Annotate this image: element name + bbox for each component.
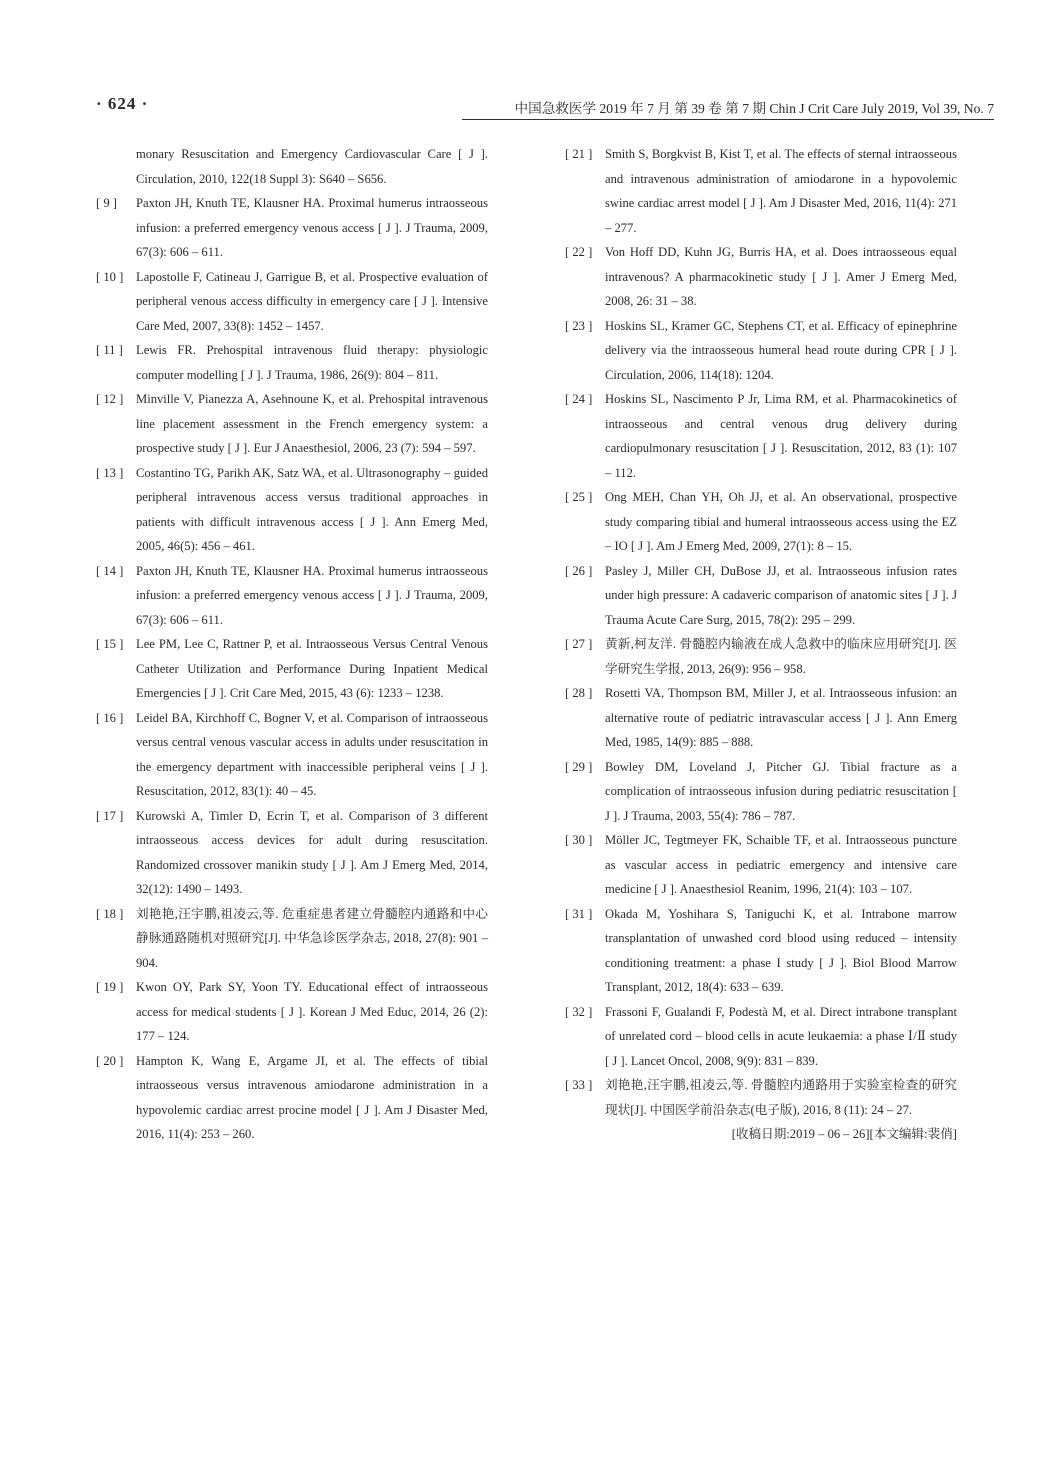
reference-item [565, 632, 957, 681]
reference-text: Bowley DM, Loveland J, Pitcher GJ. Tibial fracture as a complication of intraosseous infusion during pediatric resuscitation [ J ]. J Trauma, 2003, 55(4): 786 – 787. [605, 759, 957, 823]
received-date-note: [收稿日期:2019 – 06 – 26][本文编辑:裴俏] [731, 1127, 957, 1141]
reference-number: [ 22 ] [565, 245, 593, 259]
reference-item [96, 1049, 488, 1147]
reference-number: [ 12 ] [96, 392, 124, 406]
reference-text: 刘艳艳,汪宇鹏,祖凌云,等. 危重症患者建立骨髓腔内通路和中心静脉通路随机对照研究[J]. 中华急诊医学杂志, 2018, 27(8): 901 – 904. [136, 906, 488, 970]
reference-text: Leidel BA, Kirchhoff C, Bogner V, et al. Comparison of intraosseous versus central venous vascular access in adults under resuscitation in the emergency department with inaccessible peripheral veins [ J ]. Resuscitation, 2012, 83(1): 40 – 45. [136, 710, 488, 798]
reference-number: [ 17 ] [96, 808, 124, 823]
left-reference-list [96, 191, 488, 1147]
reference-item [565, 485, 957, 559]
reference-item [565, 828, 957, 902]
reference-number: [ 10 ] [96, 269, 124, 284]
reference-item [565, 681, 957, 755]
reference-item [96, 804, 488, 902]
page-number: · 624 · [96, 94, 149, 113]
reference-text: Paxton JH, Knuth TE, Klausner HA. Proximal humerus intraosseous infusion: a preferred emergency venous access [ J ]. J Trauma, 2009, 67(3): 606 – 611. [136, 196, 488, 259]
reference-text: Lewis FR. Prehospital intravenous fluid therapy: physiologic computer modelling [ J ]. J Trauma, 1986, 26(9): 804 – 811. [136, 343, 488, 382]
reference-item [96, 975, 488, 1049]
reference-number: [ 21 ] [565, 147, 593, 161]
reference-item [96, 338, 488, 387]
reference-number: [ 14 ] [96, 563, 124, 578]
reference-number: [ 13 ] [96, 465, 124, 480]
reference-item [565, 755, 957, 829]
reference-text: Hampton K, Wang E, Argame JI, et al. The effects of tibial intraosseous versus intravenous amiodarone administration in a hypovolemic cardiac arrest procine model [ J ]. Am J Disaster Med, 2016, 11(4): 253 – 260. [136, 1053, 488, 1141]
reference-item [96, 632, 488, 706]
reference-text: Minville V, Pianezza A, Asehnoune K, et al. Prehospital intravenous line placement assessment in the French emergency system: a prospective study [ J ]. Eur J Anaesthesiol, 2006, 23 (7): 594 – 597. [136, 392, 488, 455]
reference-number: [ 18 ] [96, 906, 124, 921]
reference-text: Costantino TG, Parikh AK, Satz WA, et al. Ultrasonography – guided peripheral intravenous access versus traditional approaches in patients with difficult intravenous access [ J ]. Ann Emerg Med, 2005, 46(5): 456 – 461. [136, 465, 488, 553]
reference-item [565, 902, 957, 1000]
reference-text: Paxton JH, Knuth TE, Klausner HA. Proximal humerus intraosseous infusion: a preferred emergency venous access [ J ]. J Trauma, 2009, 67(3): 606 – 611. [136, 563, 488, 627]
reference-item [96, 902, 488, 976]
reference-text: Lee PM, Lee C, Rattner P, et al. Intraosseous Versus Central Venous Catheter Utilization and Performance During Inpatient Medical Emergencies [ J ]. Crit Care Med, 2015, 43 (6): 1233 – 1238. [136, 637, 488, 700]
reference-number: [ 31 ] [565, 906, 593, 921]
reference-number: [ 23 ] [565, 318, 593, 333]
reference-item [565, 240, 957, 314]
reference-number: [ 32 ] [565, 1004, 593, 1019]
left-column [96, 142, 488, 1147]
reference-item [565, 314, 957, 388]
reference-number: [ 25 ] [565, 490, 593, 504]
reference-item [565, 387, 957, 485]
running-head: 中国急救医学 2019 年 7 月 第 39 卷 第 7 期 Chin J Crit Care July 2019, Vol 39, No. 7 [462, 97, 994, 120]
reference-text: 黄新,柯友洋. 骨髓腔内输液在成人急救中的临床应用研究[J]. 医学研究生学报, 2013, 26(9): 956 – 958. [605, 637, 957, 676]
reference-text: Kwon OY, Park SY, Yoon TY. Educational effect of intraosseous access for medical students [ J ]. Korean J Med Educ, 2014, 26 (2): 177 – 124. [136, 980, 488, 1043]
reference-number: [ 28 ] [565, 686, 593, 700]
reference-text: Lapostolle F, Catineau J, Garrigue B, et al. Prospective evaluation of peripheral venous access difficulty in emergency care [ J ]. Intensive Care Med, 2007, 33(8): 1452 – 1457. [136, 269, 488, 333]
reference-text: Smith S, Borgkvist B, Kist T, et al. The effects of sternal intraosseous and intravenous administration of amiodarone in a hypovolemic swine cardiac arrest model [ J ]. Am J Disaster Med, 2016, 11(4): 271 – 277. [605, 147, 957, 235]
reference-continuation [96, 142, 488, 191]
reference-item [96, 265, 488, 339]
reference-text: Von Hoff DD, Kuhn JG, Burris HA, et al. Does intraosseous equal intravenous? A pharmacokinetic study [ J ]. Amer J Emerg Med, 2008, 26: 31 – 38. [605, 245, 957, 308]
reference-text: Frassoni F, Gualandi F, Podestà M, et al. Direct intrabone transplant of unrelated cord – blood cells in acute leukaemia: a phase Ⅰ/Ⅱ study [ J ]. Lancet Oncol, 2008, 9(9): 831 – 839. [605, 1004, 957, 1068]
reference-item [565, 559, 957, 633]
reference-number: [ 27 ] [565, 637, 593, 651]
right-column [565, 142, 957, 1147]
reference-number: [ 33 ] [565, 1078, 593, 1092]
reference-text: Möller JC, Tegtmeyer FK, Schaible TF, et al. Intraosseous puncture as vascular access in pediatric emergency and intensive care medicine [ J ]. Anaesthesiol Reanim, 1996, 21(4): 103 – 107. [605, 833, 957, 896]
reference-text: Ong MEH, Chan YH, Oh JJ, et al. An observational, prospective study comparing tibial and humeral intraosseous access using the EZ – IO [ J ]. Am J Emerg Med, 2009, 27(1): 8 – 15. [605, 490, 957, 553]
reference-number: [ 26 ] [565, 563, 593, 578]
reference-item [565, 142, 957, 240]
reference-item [96, 387, 488, 461]
reference-item [565, 1073, 957, 1122]
reference-text: Pasley J, Miller CH, DuBose JJ, et al. Intraosseous infusion rates under high pressure: A cadaveric comparison of anatomic sites [ J ]. J Trauma Acute Care Surg, 2015, 78(2): 295 – 299. [605, 563, 957, 627]
reference-number: [ 29 ] [565, 759, 593, 774]
reference-number: [ 20 ] [96, 1053, 124, 1068]
reference-number: [ 16 ] [96, 710, 124, 725]
reference-number: [ 30 ] [565, 833, 593, 847]
reference-text: Hoskins SL, Nascimento P Jr, Lima RM, et al. Pharmacokinetics of intraosseous and central venous drug delivery during cardiopulmonary resuscitation [ J ]. Resuscitation, 2012, 83 (1): 107 – 112. [605, 392, 957, 480]
reference-item [96, 191, 488, 265]
reference-number: [ 19 ] [96, 980, 124, 994]
reference-text: Rosetti VA, Thompson BM, Miller J, et al. Intraosseous infusion: an alternative route of pediatric intravascular access [ J ]. Ann Emerg Med, 1985, 14(9): 885 – 888. [605, 686, 957, 749]
reference-text: Hoskins SL, Kramer GC, Stephens CT, et al. Efficacy of epinephrine delivery via the intraosseous humeral head route during CPR [ J ]. Circulation, 2006, 114(18): 1204. [605, 318, 957, 382]
reference-number: [ 9 ] [96, 196, 117, 210]
reference-text: Okada M, Yoshihara S, Taniguchi K, et al. Intrabone marrow transplantation of unwashed cord blood using reduced – intensity conditioning treatment: a phase I study [ J ]. Biol Blood Marrow Transplant, 2012, 18(4): 633 – 639. [605, 906, 957, 994]
reference-number: [ 15 ] [96, 637, 124, 651]
reference-text: monary Resuscitation and Emergency Cardiovascular Care [ J ]. Circulation, 2010, 122(18 Suppl 3): S640 – S656. [136, 147, 488, 186]
reference-number: [ 11 ] [96, 343, 123, 357]
reference-number: [ 24 ] [565, 392, 593, 406]
reference-text: Kurowski A, Timler D, Ecrin T, et al. Comparison of 3 different intraosseous access devices for adult during resuscitation. Randomized crossover manikin study [ J ]. Am J Emerg Med, 2014, 32(12): 1490 – 1493. [136, 808, 488, 896]
reference-item [565, 1000, 957, 1074]
reference-item [96, 461, 488, 559]
reference-item [96, 706, 488, 804]
reference-text: 刘艳艳,汪宇鹏,祖凌云,等. 骨髓腔内通路用于实验室检查的研究现状[J]. 中国医学前沿杂志(电子版), 2016, 8 (11): 24 – 27. [605, 1078, 957, 1117]
right-reference-list [565, 142, 957, 1122]
reference-item [96, 559, 488, 633]
